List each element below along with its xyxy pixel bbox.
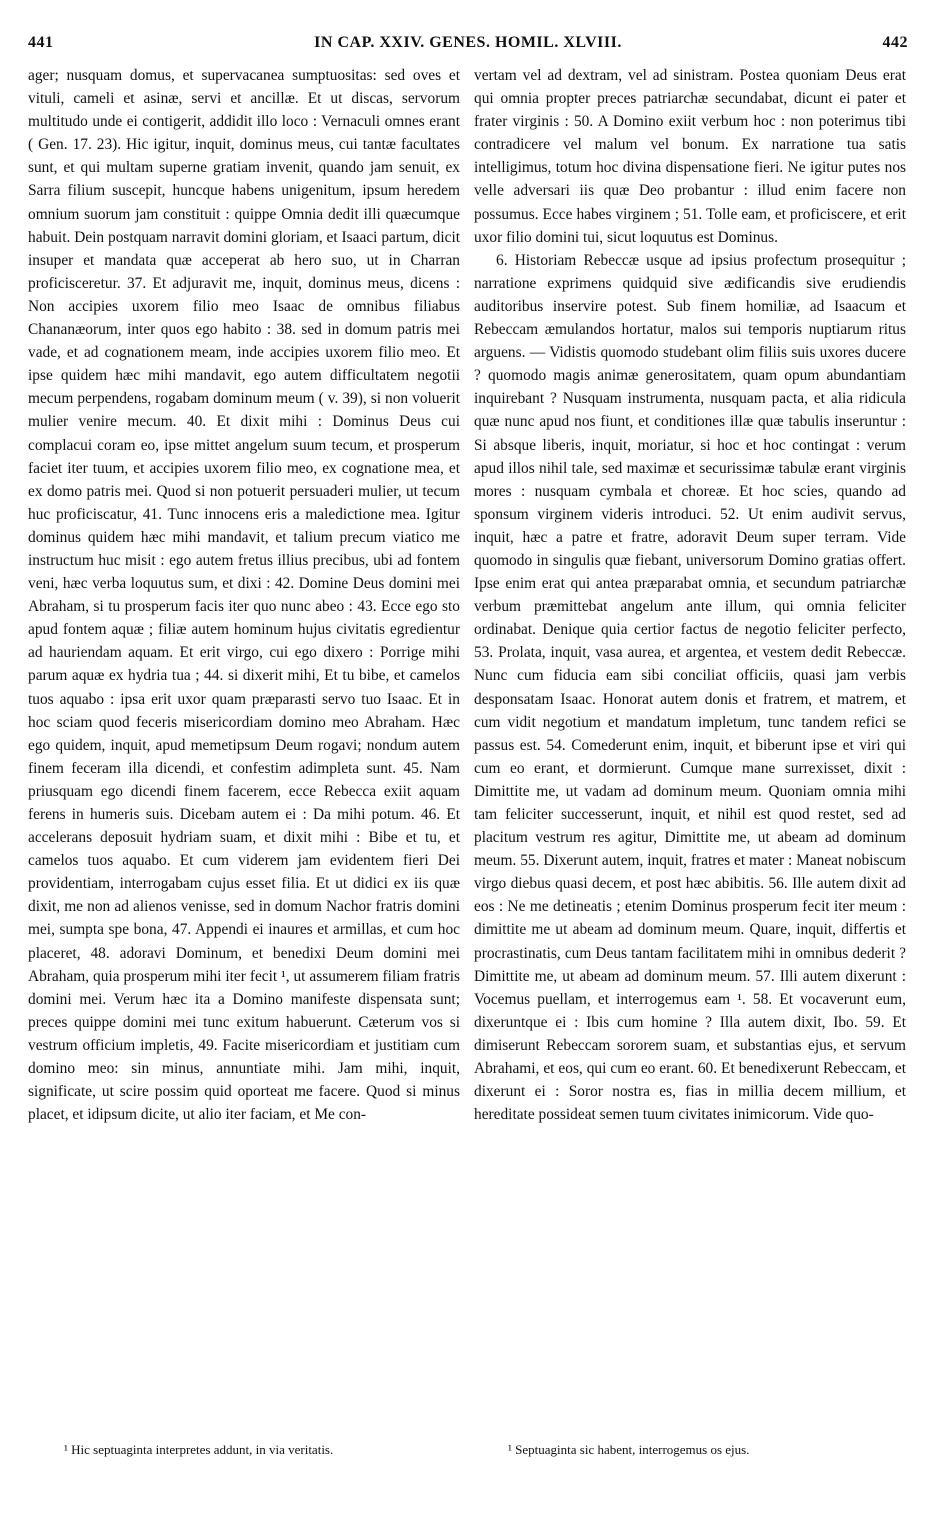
right-column <box>474 64 906 1126</box>
right-column-paragraph-2: 6. Historiam Rebeccæ usque ad ipsius profectum prosequitur ; narratione exprimens quidquid sive ædificandis sive erudiendis auditoribus inservire potest. Sub finem homiliæ, ad Isaacum et Rebeccam æmulandos hortatur, malos sui temporis nuptiarum ritus arguens. — Vidistis quomodo studebant olim filiis suis uxores ducere ? quomodo magis animæ generositatem, quam opum abundantiam inquirebant ? Nusquam instrumenta, nusquam pacta, et alia ridicula quæ nunc apud nos fiunt, et conditiones illæ quæ tabulis inseruntur : Si absque liberis, inquit, moriatur, si hoc et hoc contingat : verum apud illos nihil tale, sed maximæ et securissimæ tabulæ erant virginis mores : nusquam cymbala et choreæ. Et hoc scies, quando ad sponsum virginem videris introduci. 52. Ut enim audivit servus, inquit, hæc a patre et fratre, adoravit Deum super terram. Vide quomodo in singulis quæ fiebant, universorum Domino gratias offert. Ipse enim erat qui antea præparabat omnia, et secundum patriarchæ verbum præmittebat angelum ante illum, qui omnia feliciter ordinabat. Denique quia certior factus de negotio feliciter perfecto, 53. Prolata, inquit, vasa aurea, et argentea, et vestem dedit Rebeccæ. Nunc cum fiducia eam sibi conciliat officiis, quasi jam verbis desponsatam Isaac. Honorat autem donis et fratrem, et matrem, et cum vidit negotium et mandatum impletum, tunc tandem refici se passus est. 54. Comederunt enim, inquit, et biberunt ipse et viri qui cum eo erant, et dormierunt. Cumque mane surrexisset, dixit : Dimittite me, ut vadam ad dominum meum. Quoniam omnia mihi tam feliciter successerunt, inquit, et nihil est quod restet, sed ad placitum vestrum res agitur, Dimittite me, ut abeam ad dominum meum. 55. Dixerunt autem, inquit, fratres et mater : Maneat nobiscum virgo diebus quasi decem, et post hæc abibitis. 56. Ille autem dixit ad eos : Ne me detineatis ; etenim Dominus prosperum fecit iter meum : dimittite me ut abeam ad dominum meum. Quare, inquit, differtis et procrastinatis, cum Deus tantam facilitatem mihi in omnibus dederit ? Dimittite me, ut abeam ad dominum meum. 57. Illi autem dixerunt : Vocemus puellam, et interrogemus eam ¹. 58. Et vocaverunt eum, dixeruntque ei : Ibis cum homine ? Illa autem dixit, Ibo. 59. Et dimiserunt Rebeccam sororem suam, et substantias ejus, et servum Abrahami, et eos, qui cum eo erant. 60. Et benedixerunt Rebeccam, et dixerunt ei : Soror nostra es, fias in millia decem millium, et hereditate possideat semen tuum civitates inimicorum. Vide quo- <box>474 251 906 1124</box>
page-number-right: 442 <box>882 34 908 51</box>
footnote-left: ¹ Hic septuaginta interpretes addunt, in via veritatis. <box>64 1442 334 1457</box>
footnote-right: ¹ Septuaginta sic habent, interrogemus os ejus. <box>508 1442 750 1457</box>
right-column-paragraph-1: vertam vel ad dextram, vel ad sinistram. Postea quoniam Deus erat qui omnia propter preces patriarchæ secundabat, dicunt ei pater et frater virginis : 50. A Domino exiit verbum hoc : non poterimus tibi contradicere vel malum vel bonum. Ex narratione tua satis intelligimus, totum hoc divina dispensatione fieri. Ne igitur putes nos velle adversari iis quæ Deo probantur : illud enim facere non possumus. Ecce habes virginem ; 51. Tolle eam, et proficiscere, et erit uxor filio domini tui, sicut loquutus est Dominus. <box>474 67 906 246</box>
left-column <box>28 64 460 1126</box>
running-head <box>28 34 908 58</box>
page-number-left: 441 <box>28 34 54 51</box>
running-title: IN CAP. XXIV. GENES. HOMIL. XLVIII. <box>314 34 622 51</box>
left-column-paragraph: ager; nusquam domus, et supervacanea sumptuositas: sed oves et vituli, cameli et asinæ, servi et ancillæ. Et ut discas, servorum multitudo unde ei contigerit, addidit illo loco : Vernaculi omnes erant ( Gen. 17. 23). Hic igitur, inquit, dominus meus, cui tantæ facultates sunt, et qui multam superne gratiam invenit, quando jam senuit, ex Sarra filium suscepit, huncque habens unigenitum, ipsum heredem omnium suorum jam constituit : quippe Omnia dedit illi quæcumque habuit. Dein postquam narravit domini gloriam, et Isaaci partum, dicit insuper et mandata quæ acceperat ab hero suo, ut in Charran proficisceretur. 37. Et adjuravit me, inquit, dominus meus, dicens : Non accipies uxorem filio meo Isaac de omnibus filiabus Chananæorum, inter quos ego habito : 38. sed in domum patris mei vade, et ad cognationem meam, inde accipies uxorem filio meo. Et ipse quidem hæc mihi mandavit, ego autem difficultatem negotii mecum perpendens, rogabam dominum meum ( v. 39), si non voluerit mulier venire mecum. 40. Et dixit mihi : Dominus Deus cui complacui coram eo, ipse mittet angelum suum tecum, et prosperum faciet iter tuum, et accipies uxorem filio meo, ex cognatione mea, et ex domo patris mei. Quod si non potuerit persuaderi mulier, ut tecum huc proficiscatur, 41. Tunc innocens eris a maledictione mea. Igitur dominus quidem hæc mihi mandavit, et talium precum viatico me instructum huc misit : ego autem fretus illius precibus, ubi ad fontem veni, hæc verba loquutus sum, et dixi : 42. Domine Deus domini mei Abraham, si tu prosperum facis iter quo nunc abeo : 43. Ecce ego sto apud fontem aquæ ; filiæ autem hominum hujus civitatis egredientur ad hauriendam aquam. Et erit virgo, cui ego dixero : Porrige mihi parum aquæ ex hydria tua ; 44. si dixerit mihi, Et tu bibe, et camelos tuos aquabo : ipsa erit uxor quam præparasti servo tuo Isaac. Et in hoc sciam quod feceris misericordiam domino meo Abraham. Hæc ego quidem, inquit, apud memetipsum Deum rogavi; nondum autem finem feceram illa dicendi, et confestim adimpleta sunt. 45. Nam priusquam ego dicendi finem facerem, ecce Rebecca exiit aquam ferens in humeris suis. Dicebam autem ei : Da mihi potum. 46. Et accelerans deposuit hydriam suam, et dixit mihi : Bibe et tu, et camelos tuos aquabo. Et cum viderem jam evidentem fieri Dei providentiam, interrogabam cujus esset filia. Et ut didici ex iis quæ dixit, me non ad alienos venisse, sed in domum Nachor fratris domini mei, sumpta spe bona, 47. Appendi ei inaures et armillas, et cum hoc placeret, 48. adoravi Dominum, et benedixi Deum domini mei Abraham, quia prosperum mihi iter fecit ¹, ut assumerem filiam fratris domini mei. Verum hæc ita a Domino manifeste dispensata sunt; preces quippe domini mei tunc exitum habuerunt. Cæterum vos si vestrum officium impletis, 49. Facite misericordiam et justitiam cum domino meo: sin minus, annuntiate mihi. Jam mihi, inquit, significate, ut scire possim quid oporteat me facere. Quod si minus placet, et idipsum dicite, ut alio iter faciam, et Me con- <box>28 67 460 1124</box>
